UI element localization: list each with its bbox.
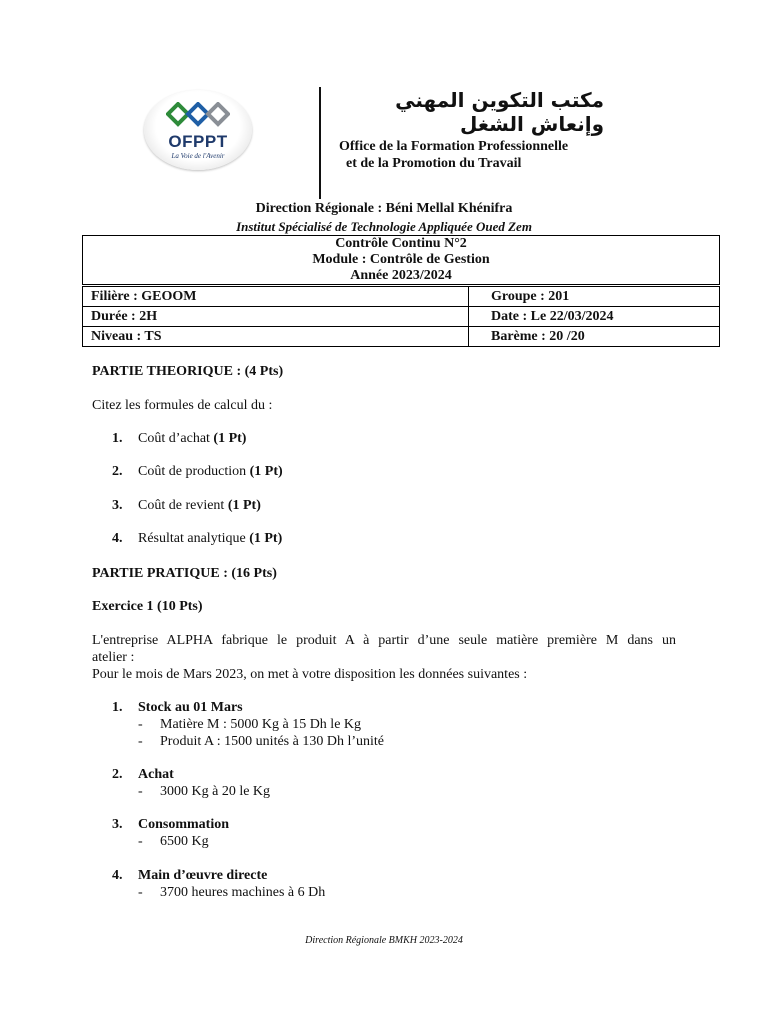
data-section: 4. Main d’œuvre directe - 3700 heures machines à 6 Dh — [112, 868, 326, 900]
section-title: Stock au 01 Mars — [138, 700, 243, 715]
exam-line-2: Module : Contrôle de Gestion — [312, 252, 490, 267]
practice-heading: PARTIE PRATIQUE : (16 Pts) — [92, 566, 277, 581]
list-item: 3. Coût de revient (1 Pt) — [112, 498, 261, 513]
table-cell: Niveau : TS — [83, 327, 469, 347]
arabic-title: مكتب التكوين المهني وإنعاش الشغل — [395, 88, 604, 136]
list-item: 2. Coût de production (1 Pt) — [112, 464, 283, 479]
section-title: Main d’œuvre directe — [138, 868, 268, 883]
table-cell: Barème : 20 /20 — [469, 327, 720, 347]
exam-line-1: Contrôle Continu N°2 — [335, 236, 467, 251]
table-cell: Durée : 2H — [83, 307, 469, 327]
table-row — [83, 287, 720, 307]
exam-title-box — [82, 235, 720, 285]
section-line: 3000 Kg à 20 le Kg — [160, 784, 271, 799]
table-cell: Groupe : 201 — [469, 287, 720, 307]
para-line-3: Pour le mois de Mars 2023, on met à votre disposition les données suivantes : — [92, 667, 528, 682]
institut-line: Institut Spécialisé de Technologie Appliquée Oued Zem — [236, 219, 532, 234]
section-line: 3700 heures machines à 6 Dh — [160, 885, 326, 900]
logo-tagline: La Voie de l'Avenir — [171, 152, 225, 160]
exercise-title: Exercice 1 (10 Pts) — [92, 599, 203, 614]
logo-name: OFPPT — [168, 132, 228, 151]
section-title: Consommation — [138, 817, 230, 832]
ofppt-logo — [144, 90, 252, 170]
data-section: 2. Achat - 3000 Kg à 20 le Kg — [112, 767, 271, 799]
data-section: 3. Consommation - 6500 Kg — [112, 817, 230, 849]
table-cell: Filière : GEOOM — [83, 287, 469, 307]
exercise-paragraph — [92, 632, 676, 683]
direction-line: Direction Régionale : Béni Mellal Khénifra — [255, 201, 513, 216]
section-line: Produit A : 1500 unités à 130 Dh l’unité — [160, 734, 384, 749]
theory-heading: PARTIE THEORIQUE : (4 Pts) — [92, 364, 284, 379]
section-line: 6500 Kg — [160, 834, 209, 849]
list-item: 1. Coût d’achat (1 Pt) — [112, 431, 247, 446]
office-line-1: Office de la Formation Professionnelle — [339, 139, 569, 154]
header-divider — [319, 87, 321, 199]
para-line-1: L'entreprise ALPHA fabrique le produit A à partir d’une seule matière première M dans un — [92, 633, 676, 648]
exam-line-3: Année 2023/2024 — [350, 268, 452, 283]
office-title — [339, 138, 568, 172]
theory-intro: Citez les formules de calcul du : — [92, 398, 273, 413]
table-row — [83, 307, 720, 327]
table-cell: Date : Le 22/03/2024 — [469, 307, 720, 327]
list-item: 4. Résultat analytique (1 Pt) — [112, 531, 283, 546]
logo-diamonds-icon — [166, 102, 230, 130]
table-row — [83, 327, 720, 347]
page-footer: Direction Régionale BMKH 2023-2024 — [305, 935, 463, 946]
info-table — [82, 286, 720, 347]
section-title: Achat — [138, 767, 174, 782]
para-line-2: atelier : — [92, 650, 135, 665]
office-line-2: et de la Promotion du Travail — [346, 156, 522, 171]
data-section: 1. Stock au 01 Mars - Matière M : 5000 Kg à 15 Dh le Kg - Produit A : 1500 unités à 130 Dh l’unité — [112, 700, 384, 749]
section-line: Matière M : 5000 Kg à 15 Dh le Kg — [160, 717, 362, 732]
